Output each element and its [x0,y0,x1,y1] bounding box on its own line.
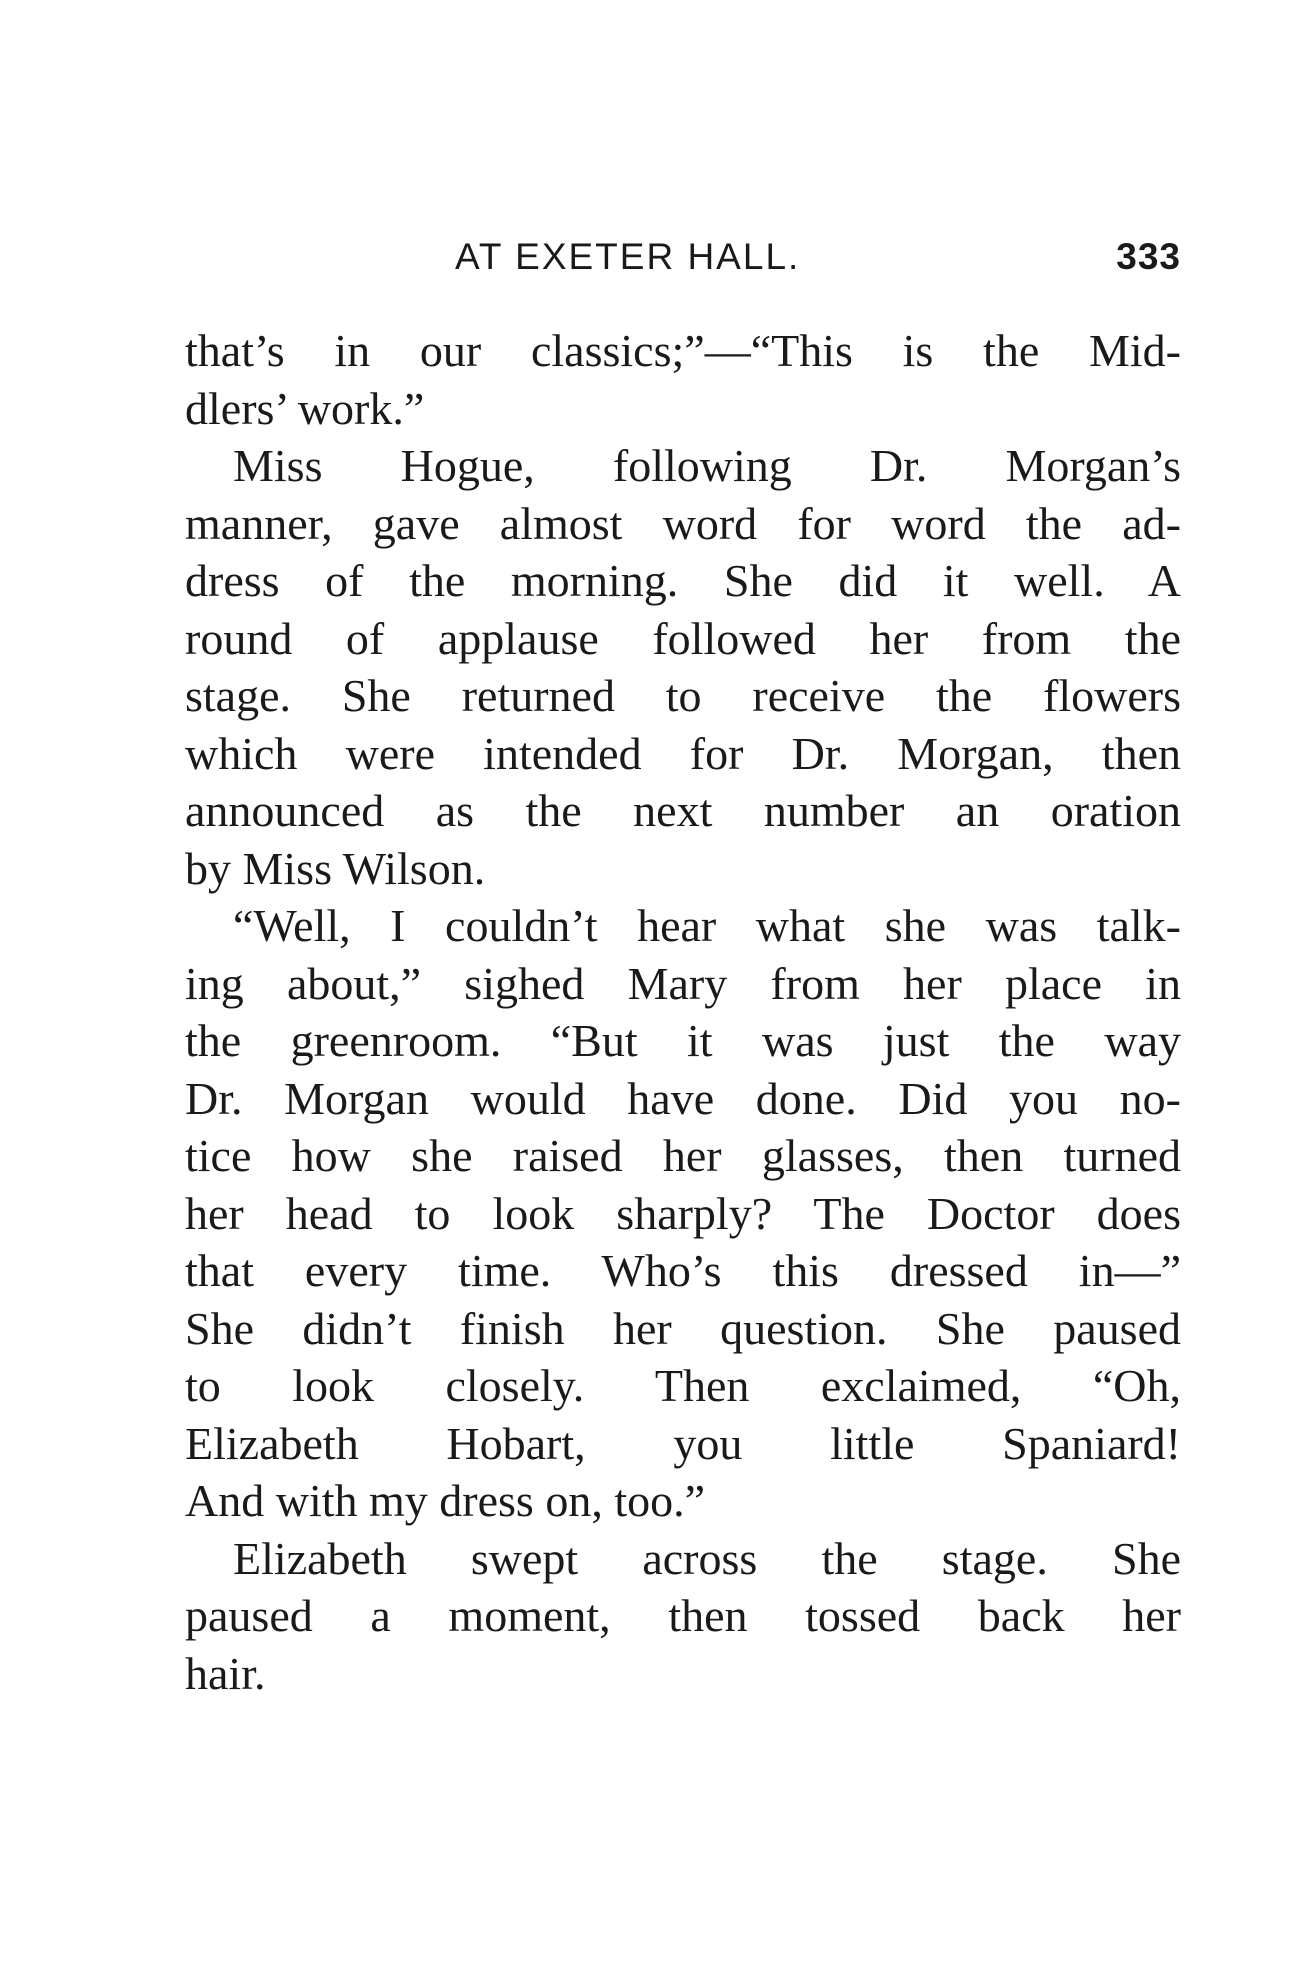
text-line: Elizabeth Hobart, you little Spaniard! [185,1417,1181,1469]
text-line: She didn’t finish her question. She paused [185,1302,1181,1354]
text-line: Miss Hogue, following Dr. Morgan’s [233,440,1181,491]
text-line: Dr. Morgan would have done. Did you no- [185,1072,1181,1124]
text-line: hair. [185,1647,266,1699]
running-title: AT EXETER HALL. [455,236,801,277]
text-line: announced as the next number an oration [185,785,1181,836]
body-text [185,322,1181,1702]
page-number: 333 [1116,236,1181,277]
text-line: to look closely. Then exclaimed, “Oh, [185,1360,1181,1411]
text-line: stage. She returned to receive the flowers [185,670,1181,721]
running-head [185,236,1181,286]
text-line: by Miss Wilson. [185,842,486,894]
text-line: “Well, I couldn’t hear what she was talk- [233,900,1181,951]
text-line: that’s in our classics;”—“This is the Mid- [185,325,1181,376]
text-line: dlers’ work.” [185,382,425,434]
text-line: round of applause followed her from the [185,612,1181,664]
text-line: Elizabeth swept across the stage. She [233,1532,1181,1584]
text-line: the greenroom. “But it was just the way [185,1015,1181,1066]
text-line: that every time. Who’s this dressed in—” [185,1245,1181,1296]
text-line: manner, gave almost word for word the ad- [185,497,1181,549]
text-line: paused a moment, then tossed back her [185,1590,1181,1641]
text-line: her head to look sharply? The Doctor does [185,1187,1181,1239]
text-line: dress of the morning. She did it well. A [185,555,1181,606]
text-line: And with my dress on, too.” [185,1475,706,1526]
text-line: tice how she raised her glasses, then turned [185,1130,1181,1181]
text-line: ing about,” sighed Mary from her place in [185,957,1181,1009]
text-line: which were intended for Dr. Morgan, then [185,727,1181,779]
